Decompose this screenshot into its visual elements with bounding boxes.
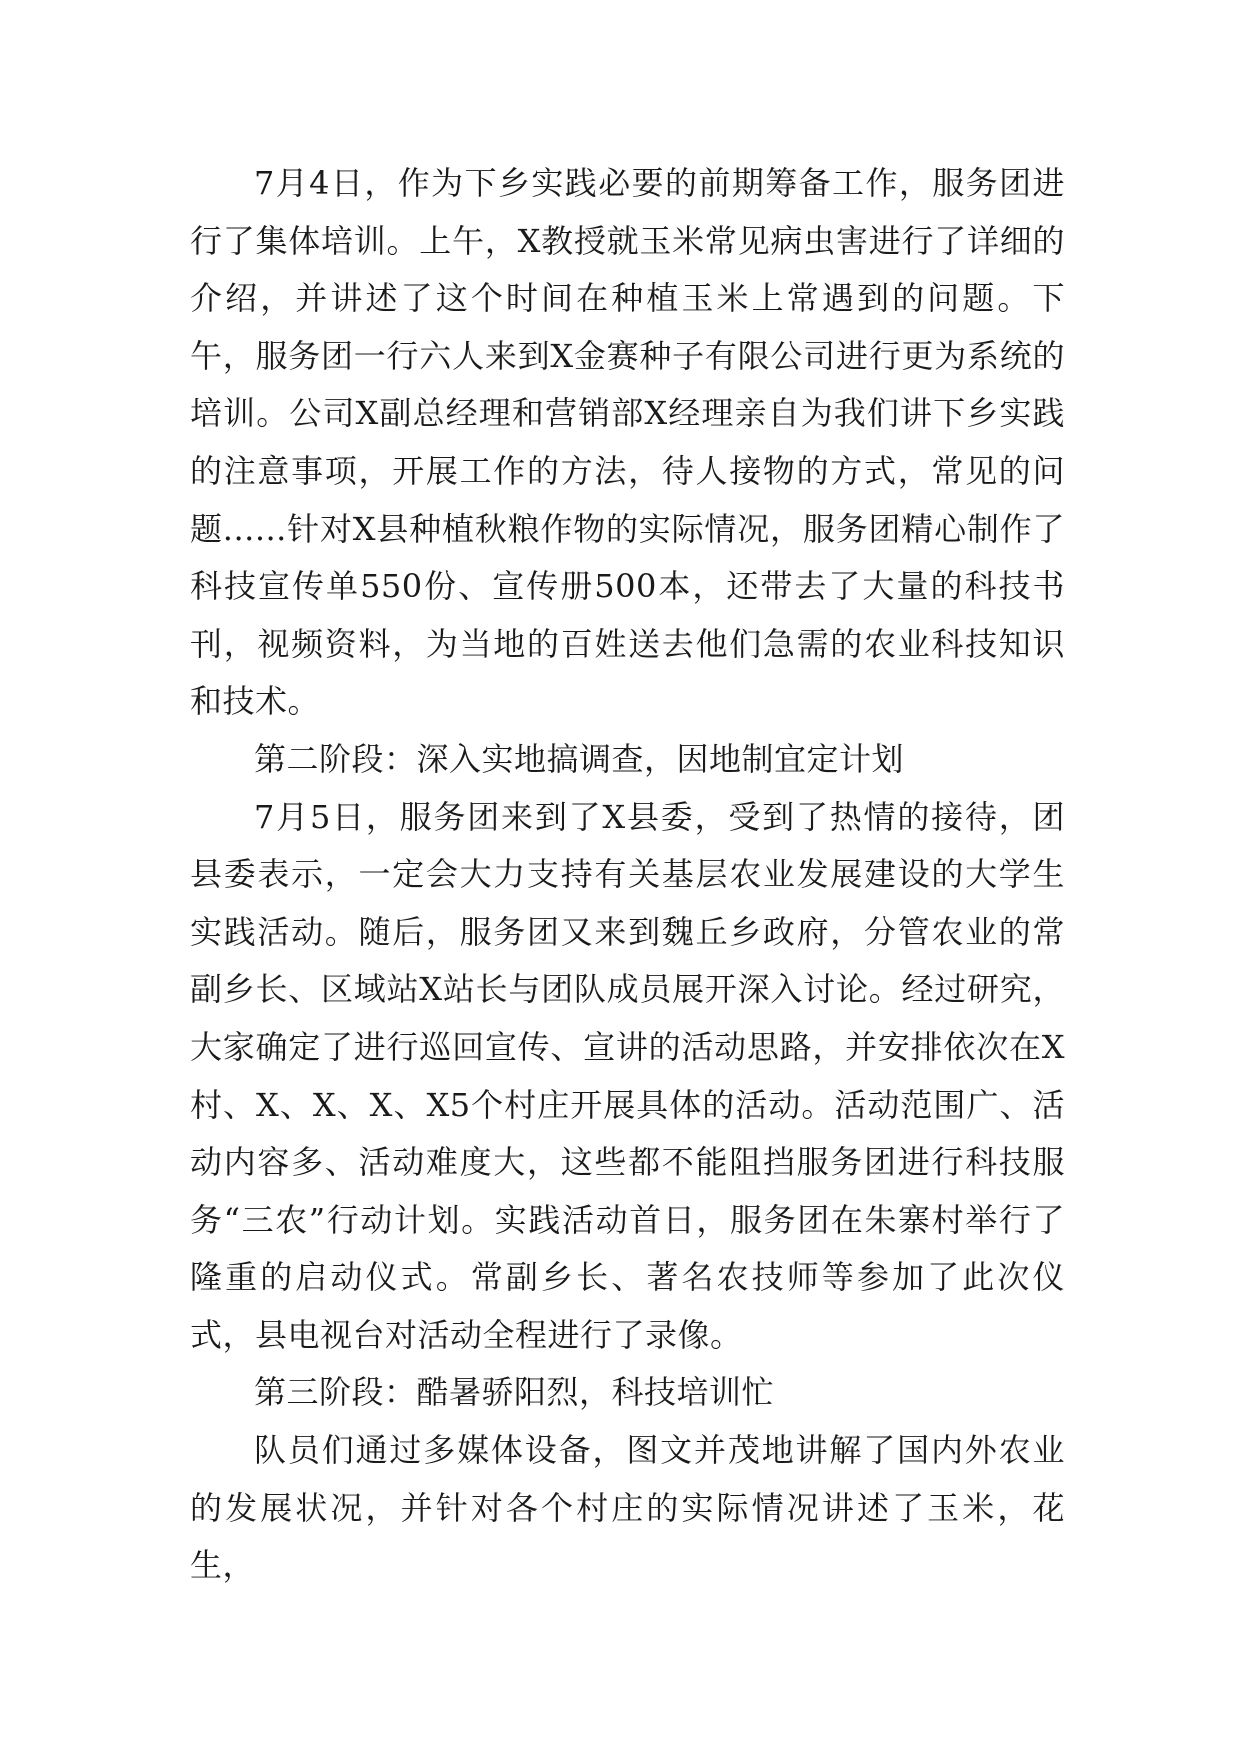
section-heading-stage-three: 第三阶段：酷暑骄阳烈，科技培训忙 bbox=[254, 1373, 775, 1412]
document-body bbox=[190, 155, 1065, 1595]
section-heading-stage-two: 第二阶段：深入实地搞调查，因地制宜定计划 bbox=[254, 739, 905, 778]
paragraph-multimedia: 队员们通过多媒体设备，图文并茂地讲解了国内外农业的发展状况，并针对各个村庄的实际情况讲述了玉米，花生， bbox=[190, 1431, 1065, 1585]
paragraph-investigation: 7月5日，服务团来到了X县委，受到了热情的接待，团县委表示，一定会大力支持有关基层农业发展建设的大学生实践活动。随后，服务团又来到魏丘乡政府，分管农业的常副乡长、区域站X站长与团队成员展开深入讨论。经过研究，大家确定了进行巡回宣传、宣讲的活动思路，并安排依次在X村、X、X、X、X5个村庄开展具体的活动。活动范围广、活动内容多、活动难度大，这些都不能阻挡服务团进行科技服务“三农”行动计划。实践活动首日，服务团在朱寨村举行了隆重的启动仪式。常副乡长、著名农技师等参加了此次仪式，县电视台对活动全程进行了录像。 bbox=[190, 797, 1065, 1354]
paragraph-training: 7月4日，作为下乡实践必要的前期筹备工作，服务团进行了集体培训。上午，X教授就玉米常见病虫害进行了详细的介绍，并讲述了这个时间在种植玉米上常遇到的问题。下午，服务团一行六人来到X金赛种子有限公司进行更为系统的培训。公司X副总经理和营销部X经理亲自为我们讲下乡实践的注意事项，开展工作的方法，待人接物的方式，常见的问题......针对X县种植秋粮作物的实际情况，服务团精心制作了科技宣传单550份、宣传册500本，还带去了大量的科技书刊，视频资料，为当地的百姓送去他们急需的农业科技知识和技术。 bbox=[190, 164, 1065, 721]
